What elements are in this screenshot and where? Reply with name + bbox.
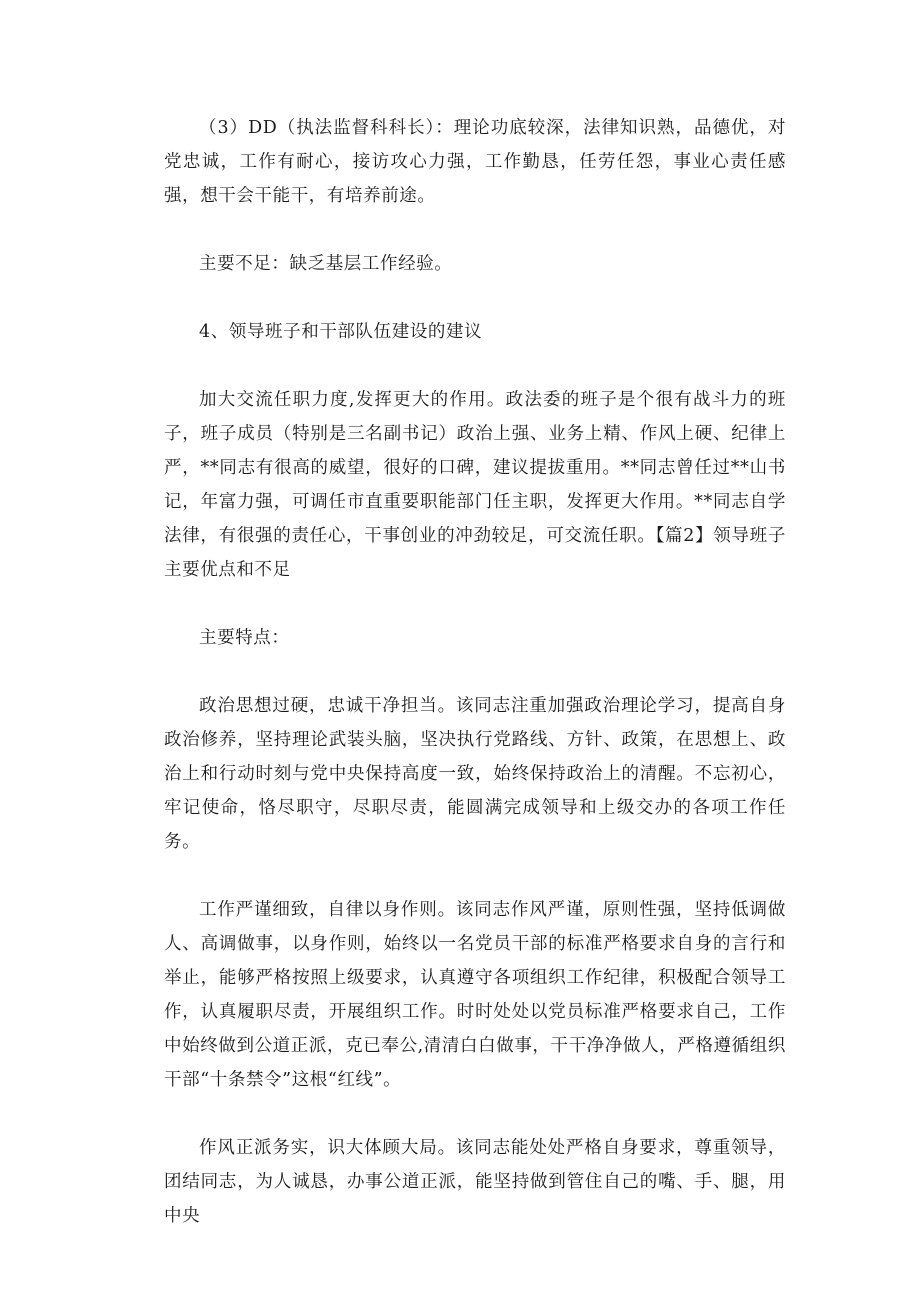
section-heading-suggestions: 4、领导班子和干部队伍建设的建议 — [199, 322, 483, 342]
paragraph-political-thought: 政治思想过硬，忠诚干净担当。该同志注重加强政治理论学习，提高自身政治修养，坚持理论武装头脑，坚决执行党路线、方针、政策，在思想上、政治上和行动时刻与党中央保持高度一致，始终保持政治上的清醒。不忘初心，牢记使命，恪尽职守，尽职尽责，能圆满完成领导和上级交办的各项工作任务。 — [164, 696, 786, 852]
paragraph-work-style: 作风正派务实，识大体顾大局。该同志能处处严格自身要求，尊重领导，团结同志，为人诚恳，办事公道正派，能坚持做到管住自己的嘴、手、腿，用中央 — [164, 1138, 786, 1226]
document-body — [164, 111, 786, 1233]
paragraph-dd-evaluation: （3）DD（执法监督科科长）：理论功底较深，法律知识熟，品德优，对党忠诚，工作有耐心，接访攻心力强，工作勤恳，任劳任怨，事业心责任感强，想干会干能干，有培养前途。 — [164, 118, 786, 206]
paragraph-main-shortcoming: 主要不足：缺乏基层工作经验。 — [199, 254, 453, 274]
paragraph-work-rigor: 工作严谨细致，自律以身作则。该同志作风严谨，原则性强，坚持低调做人、高调做事，以身作则，始终以一名党员干部的标准严格要求自身的言行和举止，能够严格按照上级要求，认真遵守各项组织工作纪律，积极配合领导工作，认真履职尽责，开展组织工作。时时处处以党员标准严格要求自己，工作中始终做到公道正派，克已奉公,清清白白做事，干干净净做人，严格遵循组织干部“十条禁令”这根“红线”。 — [164, 900, 786, 1090]
section-heading-main-features: 主要特点： — [199, 628, 290, 648]
paragraph-suggestions: 加大交流任职力度,发挥更大的作用。政法委的班子是个很有战斗力的班子，班子成员（特别是三名副书记）政治上强、业务上精、作风上硬、纪律上严，**同志有很高的威望，很好的口碑，建议提拔重用。**同志曾任过**山书记，年富力强，可调任市直重要职能部门任主职，发挥更大作用。**同志自学法律，有很强的责任心，干事创业的冲劲较足，可交流任职。【篇2】领导班子主要优点和不足 — [164, 390, 786, 580]
